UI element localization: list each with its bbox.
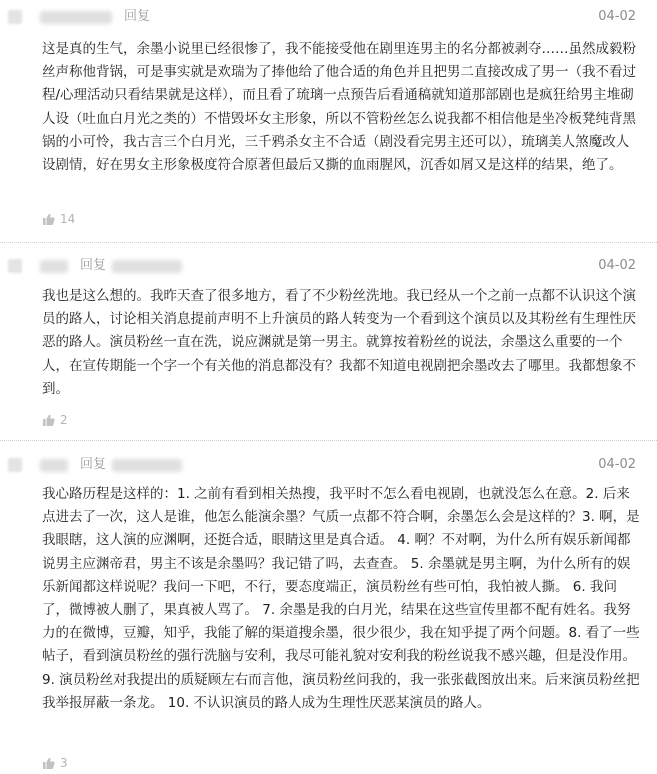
like-button[interactable]	[42, 411, 68, 429]
comment-text: 这是真的生气，余墨小说里已经很惨了，我不能接受他在剧里连男主的名分都被剥夺……虽然成毅粉丝声称他背锅，可是事实就是欢瑞为了捧他给了他合适的角色并且把男二直接改成了男一（我不看过程/心理活动只看结果就是这样），而且看了琉璃一点预告后看通稿就知道那部剧也是疯狂给男主堆砌人设（吐血白月光之类的）不惜毁坏女主形象，所以不管粉丝怎么说我都不相信他是坐冷板凳纯背黑锅的小可怜，我古言三个白月光，三千鸦杀女主不合适（剧没看完男主还可以），琉璃美人煞魔改人设剧情，好在男女主形象极度符合原著但最后又撕的血雨腥风，沉香如屑又是这样的结果，绝了。	[42, 41, 636, 174]
divider	[0, 242, 657, 243]
divider	[0, 440, 657, 441]
reply-link[interactable]: 回复	[80, 258, 107, 273]
comment-text: 我心路历程是这样的：1. 之前有看到相关热搜，我平时不怎么看电视剧，也就没怎么在意。2. 后来点进去了一次，这人是谁，他怎么能演余墨？气质一点都不符合啊，余墨怎么会是这样的？3. 啊，是我眼瞎，这人演的应渊啊，还挺合适，眼睛这里是真合适。 4. 啊？不对啊，为什么所有娱乐新闻都说男主应渊帝君，男主不该是余墨吗？我记错了吗，去查查。 5. 余墨就是男主啊，为什么所有的娱乐新闻都这样说呢？我问一下吧，不行，要态度端正，演员粉丝有些可怕，我怕被人撕。 6. 我问了，微博被人删了，果真被人骂了。 7. 余墨是我的白月光，结果在这些宣传里都不配有姓名。我努力的在微博，豆瓣，知乎，我能了解的渠道搜余墨，很少很少，我在知乎提了两个问题。8. 看了一些帖子，看到演员粉丝的强行洗脑与安利，我尽可能礼貌对安利我的粉丝说我不感兴趣，但是没作用。 9. 演员粉丝对我提出的质疑顾左右而言他，演员粉丝问我的，我一张张截图放出来。后来演员粉丝把我举报屏蔽一条龙。 10. 不认识演员的路人成为生理性厌恶某演员的路人。	[42, 486, 640, 711]
comment-date: 04-02	[598, 457, 636, 472]
reply-target-redacted	[112, 260, 182, 273]
thumbs-up-icon	[42, 757, 55, 769]
like-button[interactable]	[42, 754, 68, 772]
comment-date: 04-02	[598, 258, 636, 273]
comment-text: 我也是这么想的。我昨天查了很多地方，看了不少粉丝洗地。我已经从一个之前一点都不认识这个演员的路人，讨论相关消息提前声明不上升演员的路人转变为一个看到这个演员以及其粉丝有生理性厌恶的路人。演员粉丝一直在洗，说应渊就是第一男主。就算按着粉丝的说法，余墨这么重要的一个人，在宣传期能一个字一个有关他的消息都没有？我都不知道电视剧把余墨改去了哪里。我都想象不到。	[42, 288, 636, 397]
reply-link[interactable]: 回复	[80, 457, 107, 472]
like-count: 14	[60, 212, 76, 226]
comment-header	[0, 456, 657, 476]
username-redacted[interactable]	[40, 260, 68, 273]
comment-header	[0, 257, 657, 277]
reply-link[interactable]: 回复	[124, 9, 151, 24]
reply-target-redacted	[112, 459, 182, 472]
avatar[interactable]	[8, 458, 22, 472]
thumbs-up-icon	[42, 414, 55, 426]
comment-header	[0, 8, 657, 28]
username-redacted[interactable]	[40, 459, 68, 472]
avatar[interactable]	[8, 10, 22, 24]
avatar[interactable]	[8, 259, 22, 273]
like-button[interactable]	[42, 210, 75, 228]
thumbs-up-icon	[42, 213, 55, 225]
comment-date: 04-02	[598, 9, 636, 24]
like-count: 2	[60, 413, 68, 427]
username-redacted[interactable]	[40, 11, 112, 24]
like-count: 3	[60, 756, 68, 770]
